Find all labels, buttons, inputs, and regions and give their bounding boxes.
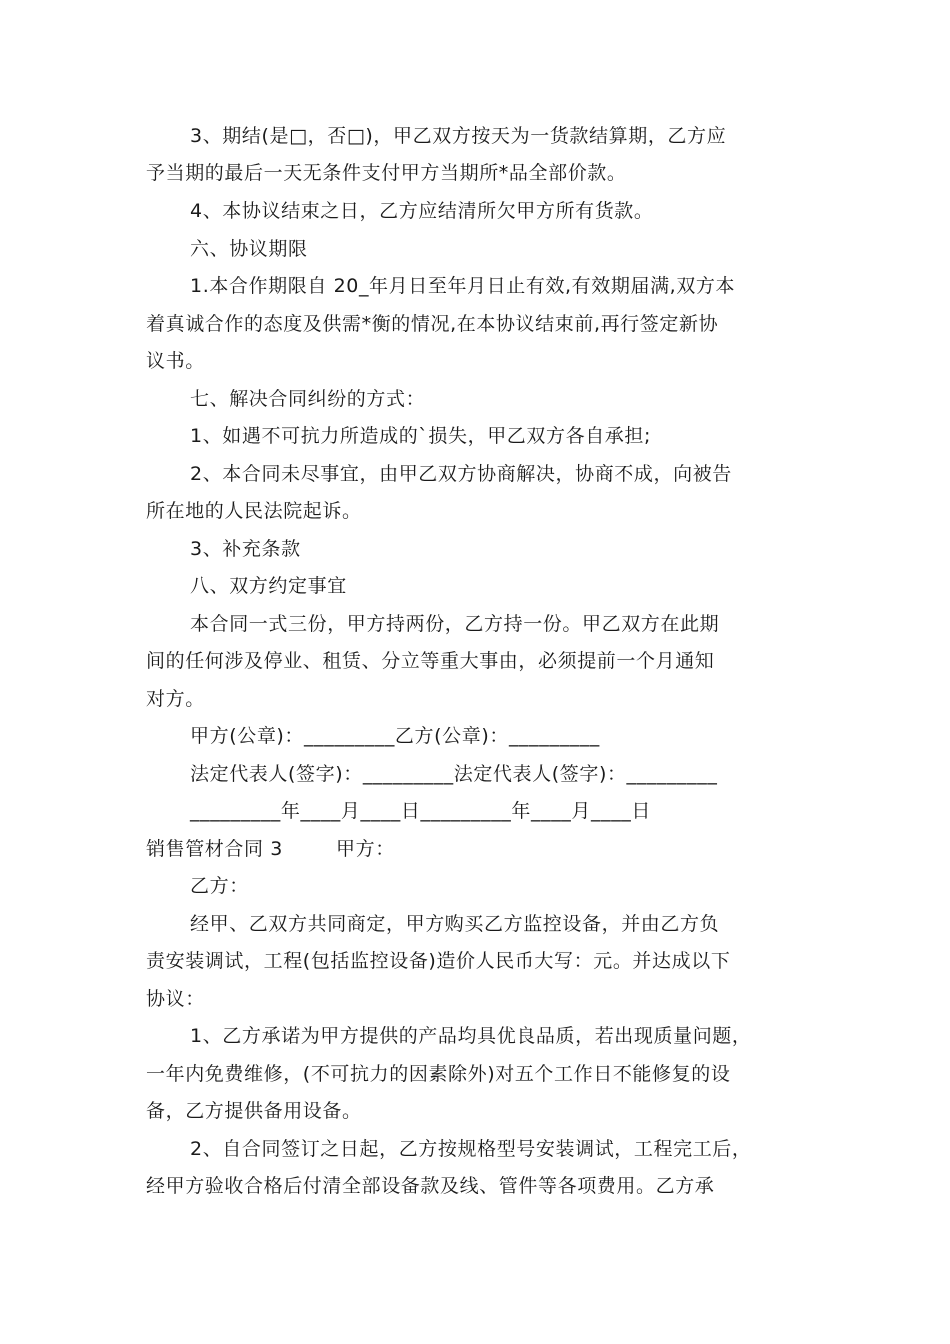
- section-6-term-line1: 1.本合作期限自 20_年月日至年月日止有效,有效期届满,双方本: [190, 275, 736, 297]
- contract-3-item-2-line2: 经甲方验收合格后付清全部设备款及线、管件等各项费用。乙方承: [146, 1175, 715, 1197]
- contract-3-item-1-line1: 1、乙方承诺为甲方提供的产品均具优良品质，若出现质量问题，: [190, 1025, 752, 1047]
- contract-3-item-2-line1: 2、自合同签订之日起，乙方按规格型号安装调试，工程完工后，: [190, 1138, 752, 1160]
- contract-3-title: 销售管材合同 3 甲方：: [146, 838, 395, 860]
- section-8-body-line3: 对方。: [146, 688, 205, 710]
- clause-3-settlement-line2: 予当期的最后一天无条件支付甲方当期所*品全部价款。: [146, 162, 627, 184]
- contract-3-intro-line1: 经甲、乙双方共同商定，甲方购买乙方监控设备，并由乙方负: [190, 913, 720, 935]
- signature-seal-line: 甲方(公章)：_________乙方(公章)：_________: [190, 725, 600, 747]
- section-8-body-line2: 间的任何涉及停业、租赁、分立等重大事由，必须提前一个月通知: [146, 650, 715, 672]
- signature-date-line: _________年____月____日_________年____月____日: [190, 800, 651, 822]
- clause-3-settlement-line1: 3、期结(是□，否□)，甲乙双方按天为一货款结算期，乙方应: [190, 125, 727, 147]
- section-7-item-2-line1: 2、本合同未尽事宜，由甲乙双方协商解决，协商不成，向被告: [190, 463, 732, 485]
- clause-4-settlement: 4、本协议结束之日，乙方应结清所欠甲方所有货款。: [190, 200, 654, 222]
- contract-3-item-1-line3: 备，乙方提供备用设备。: [146, 1100, 362, 1122]
- contract-3-intro-line3: 协议：: [146, 988, 205, 1010]
- section-6-term-line3: 议书。: [146, 350, 205, 372]
- section-6-term-line2: 着真诚合作的态度及供需*衡的情况,在本协议结束前,再行签定新协: [146, 313, 719, 335]
- section-7-heading: 七、解决合同纠纷的方式：: [190, 388, 426, 410]
- section-8-heading: 八、双方约定事宜: [190, 575, 347, 597]
- party-b-label: 乙方：: [190, 875, 249, 897]
- contract-3-intro-line2: 责安装调试，工程(包括监控设备)造价人民币大写：元。并达成以下: [146, 950, 731, 972]
- contract-3-item-1-line2: 一年内免费维修，(不可抗力的因素除外)对五个工作日不能修复的设: [146, 1063, 731, 1085]
- section-7-item-1: 1、如遇不可抗力所造成的`损失，甲乙双方各自承担;: [190, 425, 651, 447]
- section-6-heading: 六、协议期限: [190, 238, 308, 260]
- signature-representative-line: 法定代表人(签字)：_________法定代表人(签字)：_________: [190, 763, 718, 785]
- section-8-body-line1: 本合同一式三份，甲方持两份，乙方持一份。甲乙双方在此期: [190, 613, 720, 635]
- section-7-item-2-line2: 所在地的人民法院起诉。: [146, 500, 362, 522]
- section-7-item-3: 3、补充条款: [190, 538, 301, 560]
